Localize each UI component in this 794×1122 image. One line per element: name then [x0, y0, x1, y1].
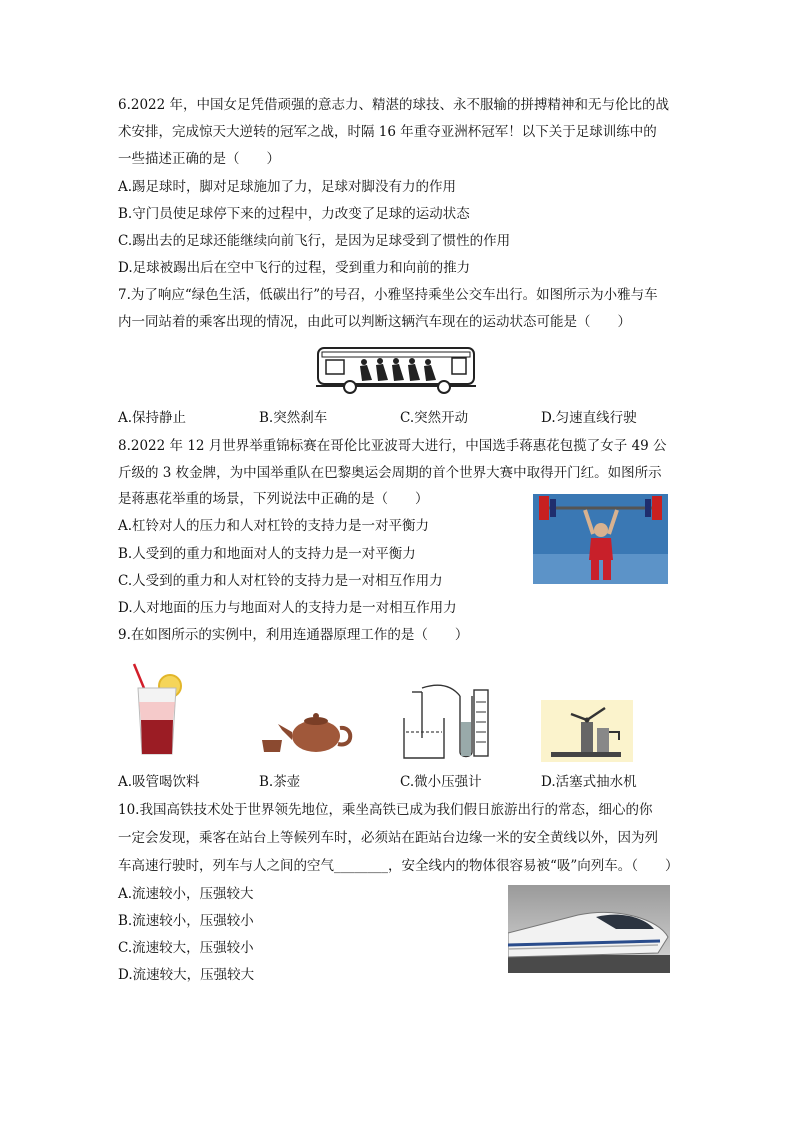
weightlifter-photo [533, 494, 668, 584]
q6-option-a: A.踢足球时，脚对足球施加了力，足球对脚没有力的作用 [118, 179, 457, 195]
q10-option-c: C.流速较大，压强较小 [118, 940, 254, 956]
q8-option-a: A.杠铃对人的压力和人对杠铃的支持力是一对平衡力 [118, 518, 430, 534]
q8-stem-line-3: 是蒋惠花举重的场景，下列说法中正确的是（ ） [118, 491, 429, 507]
q7-option-b: B.突然刹车 [259, 410, 328, 426]
q10-option-d: D.流速较大，压强较大 [118, 967, 255, 983]
bus-passengers-figure [312, 344, 480, 396]
q8-option-c: C.人受到的重力和人对杠铃的支持力是一对相互作用力 [118, 573, 443, 589]
q7-stem-line-1: 7.为了响应“绿色生活，低碳出行”的号召，小雅坚持乘坐公交车出行。如图所示为小雅与车 [118, 287, 658, 303]
q7-option-d: D.匀速直线行驶 [541, 410, 637, 426]
q10-stem-line-1: 10.我国高铁技术处于世界领先地位，乘坐高铁已成为我们假日旅游出行的常态，细心的你 [118, 802, 653, 818]
piston-pump-figure [541, 700, 633, 762]
drink-straw-figure [128, 660, 188, 760]
q9-option-c: C.微小压强计 [400, 774, 482, 790]
q9-option-d: D.活塞式抽水机 [541, 774, 637, 790]
q9-option-a: A.吸管喝饮料 [118, 774, 200, 790]
q10-stem-line-3: 车高速行驶时，列车与人之间的空气________，安全线内的物体很容易被“吸”向列车。（ ） [118, 858, 679, 874]
q6-option-d: D.足球被踢出后在空中飞行的过程，受到重力和向前的推力 [118, 260, 471, 276]
q10-stem-line-2: 一定会发现，乘客在站台上等候列车时，必须站在距站台边缘一米的安全黄线以外，因为列 [118, 830, 658, 846]
q8-stem-line-2: 斤级的 3 枚金牌，为中国举重队在巴黎奥运会周期的首个世界大赛中取得开门红。如图所示 [118, 465, 662, 481]
q6-stem-line-3: 一些描述正确的是（ ） [118, 151, 280, 167]
q6-stem-line-2: 术安排，完成惊天大逆转的冠军之战，时隔 16 年重夺亚洲杯冠军！以下关于足球训练中的 [118, 124, 657, 140]
q9-option-b: B.茶壶 [259, 774, 301, 790]
q9-stem-line-1: 9.在如图所示的实例中，利用连通器原理工作的是（ ） [118, 627, 469, 643]
high-speed-train-photo [508, 885, 670, 973]
q8-option-b: B.人受到的重力和地面对人的支持力是一对平衡力 [118, 546, 416, 562]
q6-stem-line-1: 6.2022 年，中国女足凭借顽强的意志力、精湛的球技、永不服输的拼搏精神和无与伦比的战 [118, 97, 670, 113]
q8-option-d: D.人对地面的压力与地面对人的支持力是一对相互作用力 [118, 600, 457, 616]
q6-option-c: C.踢出去的足球还能继续向前飞行，是因为足球受到了惯性的作用 [118, 233, 511, 249]
q7-stem-line-2: 内一同站着的乘客出现的情况，由此可以判断这辆汽车现在的运动状态可能是（ ） [118, 314, 631, 330]
q7-option-a: A.保持静止 [118, 410, 187, 426]
q7-option-c: C.突然开动 [400, 410, 469, 426]
q6-option-b: B.守门员使足球停下来的过程中，力改变了足球的运动状态 [118, 206, 470, 222]
q8-stem-line-1: 8.2022 年 12 月世界举重锦标赛在哥伦比亚波哥大进行，中国选手蒋惠花包揽了女子 49 公 [118, 438, 667, 454]
q10-option-b: B.流速较小，压强较小 [118, 913, 254, 929]
pressure-gauge-figure [400, 682, 496, 762]
teapot-figure [260, 706, 360, 756]
q10-option-a: A.流速较小，压强较大 [118, 886, 254, 902]
